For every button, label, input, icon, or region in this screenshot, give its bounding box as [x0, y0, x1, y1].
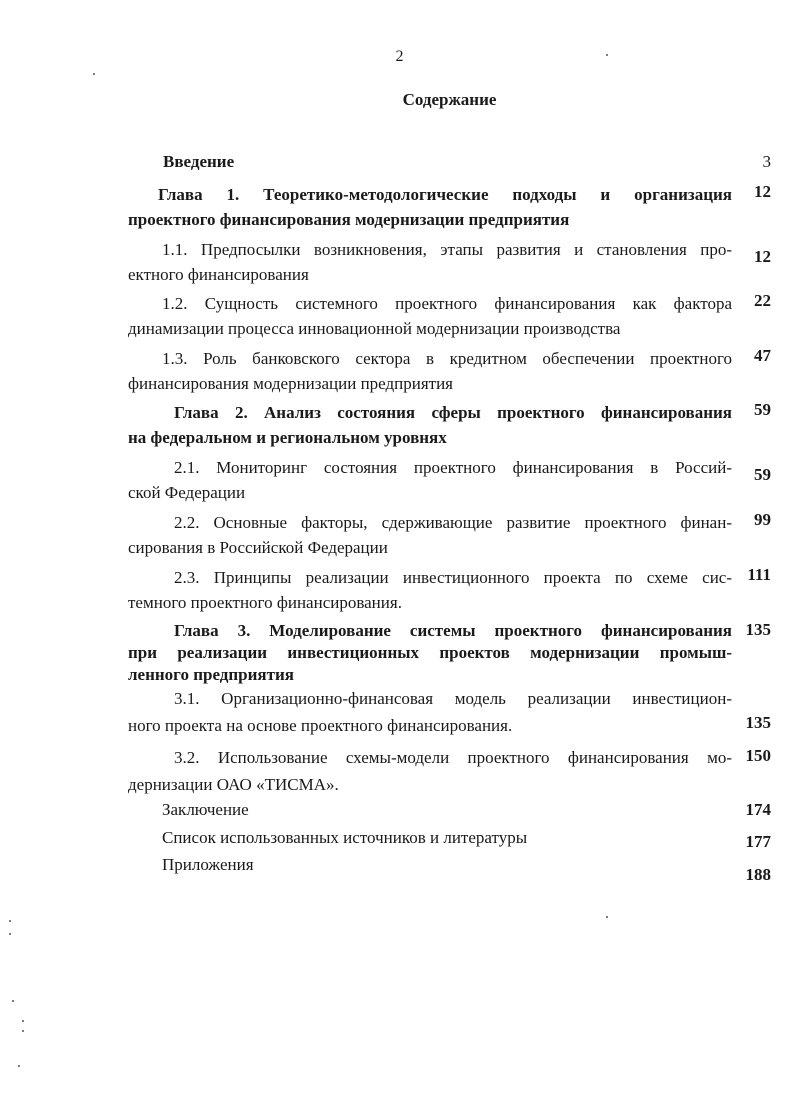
toc-entry-section-2-1: [128, 455, 732, 505]
toc-entry-intro: Введение: [163, 152, 235, 171]
toc-title: Содержание: [402, 90, 497, 109]
toc-entry-sources: Список использованных источников и литературы: [162, 828, 528, 847]
scan-speck: [93, 73, 95, 75]
toc-entry-section-1-3: [128, 346, 732, 396]
toc-entry-section-2-3: [128, 565, 732, 615]
toc-entry-section-3-2: [128, 744, 732, 798]
scan-speck: [22, 1030, 24, 1032]
toc-page-section-1-2: 22: [754, 291, 771, 310]
chapter-3-line-1: Глава 3. Моделирование системы проектного финансирования: [174, 621, 732, 640]
toc-page-section-2-2: 99: [754, 510, 771, 529]
chapter-3-line-2: при реализации инвестиционных проектов модернизации промыш-: [128, 643, 732, 662]
toc-entry-section-1-2: [128, 291, 732, 341]
section-2-2-line-2: сирования в Российской Федерации: [128, 538, 388, 557]
section-3-1-line-2: ного проекта на основе проектного финансирования.: [128, 716, 513, 735]
section-1-2-line-2: динамизации процесса инновационной модернизации производства: [128, 319, 621, 338]
toc-page-section-1-3: 47: [754, 346, 771, 365]
section-3-2-line-2: дернизации ОАО «ТИСМА».: [128, 775, 339, 794]
chapter-1-line-1: Глава 1. Теоретико-методологические подходы и организация: [158, 185, 732, 204]
toc-entry-chapter-2: [128, 400, 732, 450]
scan-speck: [12, 1000, 14, 1002]
section-2-3-line-1: 2.3. Принципы реализации инвестиционного проекта по схеме сис-: [174, 568, 732, 587]
chapter-3-line-3: ленного предприятия: [128, 665, 294, 684]
section-1-2-line-1: 1.2. Сущность системного проектного финансирования как фактора: [162, 294, 732, 313]
section-1-1-line-2: ектного финансирования: [128, 265, 309, 284]
scan-speck: [9, 920, 11, 922]
toc-page-section-2-3: 111: [747, 565, 771, 584]
scan-speck: [606, 916, 608, 918]
section-2-3-line-2: темного проектного финансирования.: [128, 593, 402, 612]
toc-entry-section-1-1: [128, 237, 732, 287]
section-1-3-line-1: 1.3. Роль банковского сектора в кредитном обеспечении проектного: [162, 349, 732, 368]
toc-page-chapter-3: 135: [745, 620, 771, 639]
section-3-1-line-1: 3.1. Организационно-финансовая модель реализации инвестицион-: [174, 689, 732, 708]
chapter-2-line-2: на федеральном и региональном уровнях: [128, 428, 447, 447]
chapter-2-line-1: Глава 2. Анализ состояния сферы проектного финансирования: [174, 403, 732, 422]
toc-page-section-3-1: 135: [745, 713, 771, 732]
toc-page-section-3-2: 150: [745, 746, 771, 765]
toc-page-sources: 177: [745, 832, 771, 851]
section-3-2-line-1: 3.2. Использование схемы-модели проектного финансирования мо-: [174, 748, 732, 767]
toc-entry-chapter-3: [128, 620, 732, 686]
toc-entry-section-3-1: [128, 685, 732, 739]
scan-speck: [18, 1065, 20, 1067]
toc-entry-section-2-2: [128, 510, 732, 560]
section-1-1-line-1: 1.1. Предпосылки возникновения, этапы развития и становления про-: [162, 240, 732, 259]
scan-speck: [606, 54, 608, 56]
chapter-1-line-2: проектного финансирования модернизации предприятия: [128, 210, 570, 229]
section-1-3-line-2: финансирования модернизации предприятия: [128, 374, 454, 393]
toc-page-chapter-1: 12: [754, 182, 771, 201]
page-number: 2: [395, 48, 404, 65]
section-2-2-line-1: 2.2. Основные факторы, сдерживающие развитие проектного финан-: [174, 513, 732, 532]
toc-page-chapter-2: 59: [754, 400, 771, 419]
toc-page-appendix: 188: [745, 865, 771, 884]
toc-entry-conclusion: Заключение: [162, 800, 249, 819]
scan-speck: [9, 933, 11, 935]
toc-entry-chapter-1: [128, 182, 732, 232]
section-2-1-line-2: ской Федерации: [128, 483, 246, 502]
toc-entry-appendix: Приложения: [162, 855, 254, 874]
toc-page-section-1-1: 12: [754, 247, 771, 266]
section-2-1-line-1: 2.1. Мониторинг состояния проектного финансирования в Россий-: [174, 458, 732, 477]
scan-speck: [22, 1020, 24, 1022]
toc-page-conclusion: 174: [745, 800, 771, 819]
toc-page-section-2-1: 59: [754, 465, 771, 484]
toc-page-intro: 3: [762, 152, 771, 171]
